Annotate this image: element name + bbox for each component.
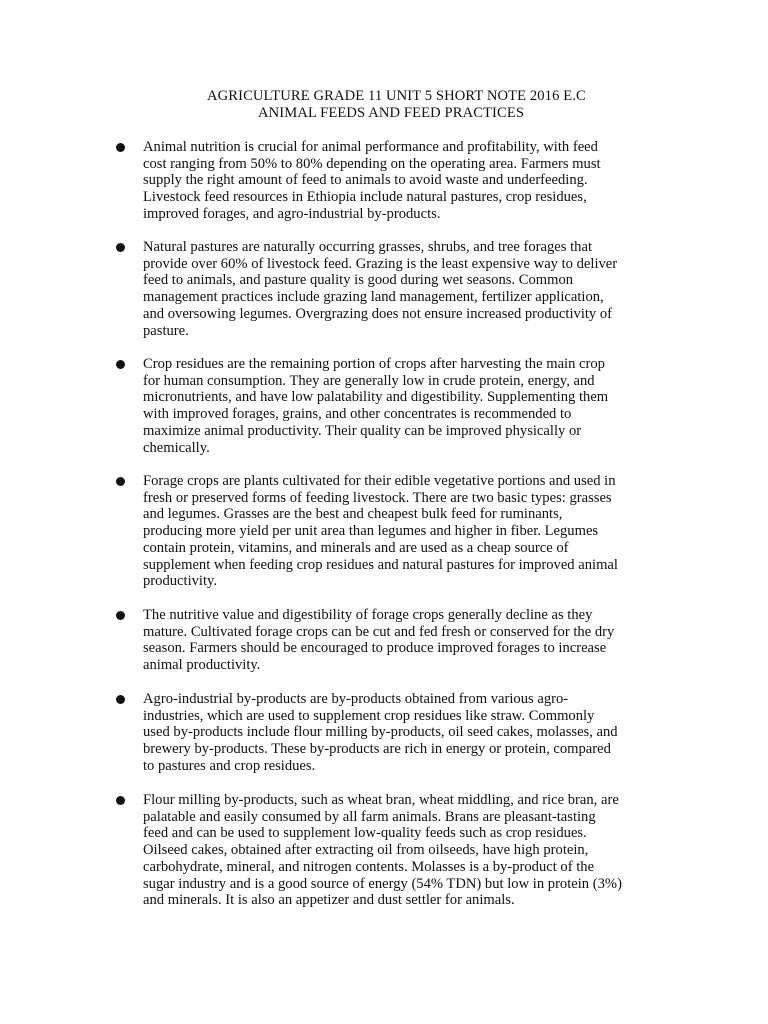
text-line: sugar industry and is a good source of energy (54% TDN) but low in protein (3%) [143, 875, 622, 892]
text-line: feed and can be used to supplement low-quality feeds such as crop residues. [143, 825, 587, 842]
text-line: supply the right amount of feed to animals to avoid waste and underfeeding. [143, 172, 588, 189]
bullet-icon [116, 796, 125, 805]
text-line: industries, which are used to supplement crop residues like straw. Commonly [143, 707, 595, 724]
bullet-paragraph [143, 607, 663, 674]
bullet-icon [116, 143, 125, 152]
bullet-icon [116, 611, 125, 620]
bullet-paragraph [143, 239, 663, 339]
document-title: AGRICULTURE GRADE 11 UNIT 5 SHORT NOTE 2016 E.C [207, 88, 586, 104]
bullet-paragraph [143, 792, 663, 909]
text-line: used by-products include flour milling by-products, oil seed cakes, molasses, and [143, 724, 618, 741]
text-line: and legumes. Grasses are the best and cheapest bulk feed for ruminants, [143, 506, 563, 523]
text-line: pasture. [143, 322, 189, 339]
text-line: Forage crops are plants cultivated for their edible vegetative portions and used in [143, 473, 616, 489]
text-line: Natural pastures are naturally occurring grasses, shrubs, and tree forages that [143, 239, 592, 255]
text-line: mature. Cultivated forage crops can be cut and fed fresh or conserved for the dry [143, 623, 615, 640]
text-line: for human consumption. They are generally low in crude protein, energy, and [143, 372, 595, 389]
text-line: to pastures and crop residues. [143, 757, 316, 774]
text-line: carbohydrate, mineral, and nitrogen contents. Molasses is a by-product of the [143, 858, 595, 875]
text-line: Livestock feed resources in Ethiopia include natural pastures, crop residues, [143, 189, 587, 206]
text-line: and oversowing legumes. Overgrazing does not ensure increased productivity of [143, 305, 613, 322]
text-line: productivity. [143, 573, 218, 590]
bullet-paragraph [143, 356, 663, 456]
text-line: animal productivity. [143, 657, 261, 674]
text-line: fresh or preserved forms of feeding livestock. There are two basic types: grasses [143, 489, 612, 506]
bullet-paragraph [143, 139, 663, 223]
text-line: with improved forages, grains, and other concentrates is recommended to [143, 406, 572, 423]
text-line: supplement when feeding crop residues and natural pastures for improved animal [143, 556, 618, 573]
text-line: Crop residues are the remaining portion of crops after harvesting the main crop [143, 356, 605, 372]
text-line: feed to animals, and pasture quality is good during wet seasons. Common [143, 272, 574, 289]
text-line: brewery by-products. These by-products are rich in energy or protein, compared [143, 741, 611, 758]
text-line: season. Farmers should be encouraged to produce improved forages to increase [143, 640, 607, 657]
bullet-paragraph [143, 473, 663, 590]
text-line: palatable and easily consumed by all farm animals. Brans are pleasant-tasting [143, 808, 596, 825]
bullet-paragraph [143, 691, 663, 775]
text-line: Oilseed cakes, obtained after extracting oil from oilseeds, have high protein, [143, 842, 589, 859]
bullet-icon [116, 477, 125, 486]
text-line: chemically. [143, 439, 210, 456]
bullet-icon [116, 360, 125, 369]
text-line: management practices include grazing land management, fertilizer application, [143, 289, 604, 306]
text-line: maximize animal productivity. Their quality can be improved physically or [143, 422, 582, 439]
text-line: contain protein, vitamins, and minerals and are used as a cheap source of [143, 539, 569, 556]
text-line: Flour milling by-products, such as wheat bran, wheat middling, and rice bran, are [143, 792, 619, 808]
text-line: and minerals. It is also an appetizer and dust settler for animals. [143, 892, 515, 909]
text-line: provide over 60% of livestock feed. Grazing is the least expensive way to deliver [143, 255, 618, 272]
text-line: improved forages, and agro-industrial by-products. [143, 205, 441, 222]
text-line: producing more yield per unit area than legumes and higher in fiber. Legumes [143, 523, 599, 540]
text-line: Agro-industrial by-products are by-products obtained from various agro- [143, 691, 569, 707]
document-subtitle: ANIMAL FEEDS AND FEED PRACTICES [258, 105, 525, 121]
bullet-icon [116, 695, 125, 704]
text-line: The nutritive value and digestibility of forage crops generally decline as they [143, 607, 593, 623]
text-line: Animal nutrition is crucial for animal performance and profitability, with feed [143, 139, 598, 155]
bullet-icon [116, 243, 125, 252]
text-line: cost ranging from 50% to 80% depending on the operating area. Farmers must [143, 155, 601, 172]
text-line: micronutrients, and have low palatability and digestibility. Supplementing them [143, 389, 609, 406]
